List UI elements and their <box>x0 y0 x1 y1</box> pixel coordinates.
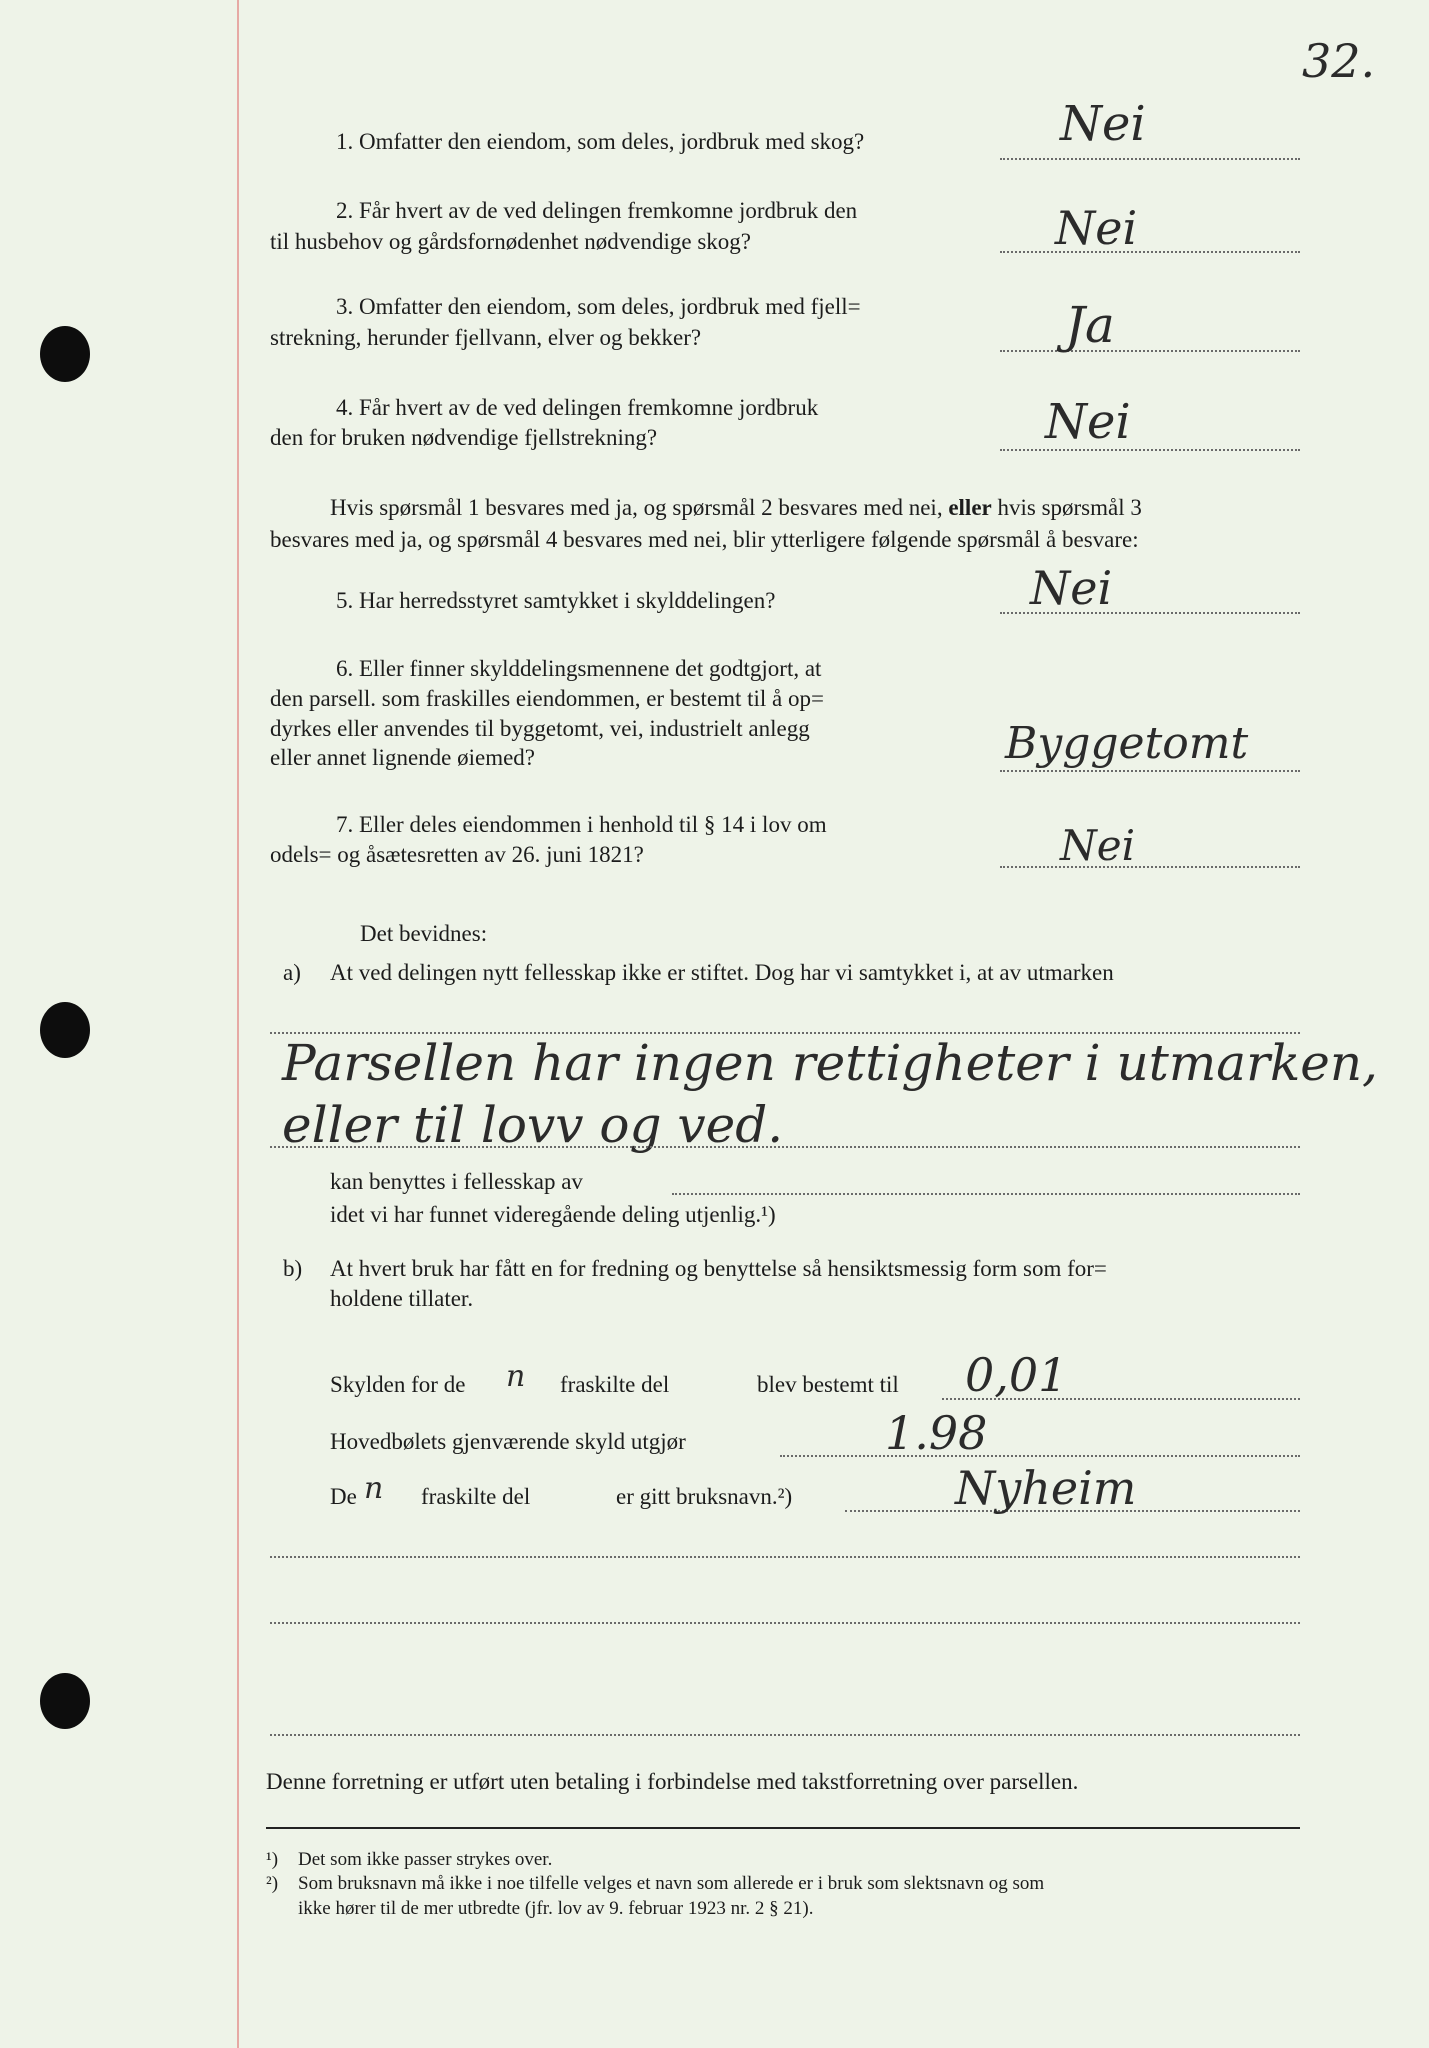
fill-line <box>270 1556 1300 1558</box>
certification-heading: Det bevidnes: <box>360 921 488 946</box>
question-number: 3. <box>336 294 354 319</box>
question-number: 2. <box>336 198 354 223</box>
fill-line <box>270 1622 1300 1624</box>
question-6 <box>336 657 821 680</box>
question-number: 5. <box>336 588 354 613</box>
answer-7: Nei <box>1060 821 1136 870</box>
conditional-line-2: besvares med ja, og spørsmål 4 besvares med nei, blir ytterligere følgende spørsmål å besvare: <box>270 527 1139 552</box>
handwritten-condition-2: eller til lovv og ved. <box>282 1096 784 1154</box>
footnote-2-line-2: ikke hører til de mer utbredte (jfr. lov av 9. februar 1923 nr. 2 § 21). <box>298 1898 814 1919</box>
question-text: Har herredsstyret samtykket i skylddelingen? <box>359 588 776 613</box>
shared-use-line-1: kan benyttes i fellesskap av <box>330 1169 583 1194</box>
answer-line <box>1000 350 1300 352</box>
conditional-line-1 <box>330 496 1142 519</box>
question-number: 1. <box>336 129 354 154</box>
footnote-divider <box>266 1827 1300 1829</box>
question-3 <box>336 295 861 318</box>
closing-note: Denne forretning er utført uten betaling i forbindelse med takstforretning over parsellen. <box>266 1769 1079 1794</box>
answer-line <box>1000 251 1300 253</box>
question-number: 7. <box>336 812 354 837</box>
answer-4: Nei <box>1045 394 1131 450</box>
shared-use-line-2: idet vi har funnet videregående deling utjenlig.¹) <box>330 1202 776 1227</box>
question-7-line-2: odels= og åsætesretten av 26. juni 1821? <box>270 842 644 867</box>
answer-2: Nei <box>1055 201 1138 255</box>
answer-line <box>1000 770 1300 772</box>
fill-line <box>270 1734 1300 1736</box>
question-4 <box>336 396 818 419</box>
fill-line <box>270 1146 1300 1148</box>
question-text: Omfatter den eiendom, som deles, jordbruk med fjell= <box>359 294 861 319</box>
bruksnavn-label-a: De <box>330 1484 357 1509</box>
skyld-row-1-label-b: fraskilte del <box>560 1372 670 1397</box>
question-2 <box>336 199 857 222</box>
bruksnavn-label-b: fraskilte del <box>421 1484 531 1509</box>
punch-hole <box>40 1002 90 1058</box>
hovedbol-skyld-value: 1.98 <box>885 1406 988 1460</box>
footnote-2-line-1: Som bruksnavn må ikke i noe tilfelle velges et navn som allerede er i bruk som slektsnavn og som <box>298 1873 1045 1894</box>
footnote-2-mark: ²) <box>266 1873 279 1894</box>
question-6-line-4: eller annet lignende øiemed? <box>270 745 536 770</box>
item-b-label: b) <box>283 1256 303 1281</box>
skyld-value: 0,01 <box>965 1348 1068 1402</box>
question-text: Omfatter den eiendom, som deles, jordbruk med skog? <box>359 129 865 154</box>
question-4-line-2: den for bruken nødvendige fjellstrekning? <box>270 425 658 450</box>
question-text: Eller finner skylddelingsmennene det godtgjort, at <box>359 656 822 681</box>
answer-1: Nei <box>1060 96 1146 152</box>
bruksnavn-label-c: er gitt bruksnavn.²) <box>616 1484 793 1509</box>
question-6-line-2: den parsell. som fraskilles eiendommen, er bestemt til å op= <box>270 686 824 711</box>
answer-5: Nei <box>1030 561 1113 615</box>
question-number: 6. <box>336 656 354 681</box>
skyld-row-1-label-c: blev bestemt til <box>757 1372 899 1397</box>
handwritten-condition-1: Parsellen har ingen rettigheter i utmarken, <box>282 1034 1378 1092</box>
bruksnavn-value: Nyheim <box>955 1461 1137 1515</box>
question-3-line-2: strekning, herunder fjellvann, elver og bekker? <box>270 325 702 350</box>
answer-3: Ja <box>1065 296 1115 354</box>
footnote-1: Det som ikke passer strykes over. <box>298 1849 553 1870</box>
footnote-1-mark: ¹) <box>266 1849 279 1870</box>
fill-line <box>672 1193 1300 1195</box>
question-1 <box>336 130 864 153</box>
conditional-keyword: eller <box>948 495 992 520</box>
question-6-line-3: dyrkes eller anvendes til byggetomt, vei, industrielt anlegg <box>270 716 810 741</box>
item-a-text: At ved delingen nytt fellesskap ikke er stiftet. Dog har vi samtykket i, at av utmarken <box>330 960 1114 985</box>
question-number: 4. <box>336 395 354 420</box>
answer-6: Byggetomt <box>1005 718 1249 769</box>
answer-line <box>1000 158 1300 160</box>
item-a-label: a) <box>283 960 301 985</box>
hovedbol-skyld-label: Hovedbølets gjenværende skyld utgjør <box>330 1429 686 1454</box>
skyld-row-1-label-a: Skylden for de <box>330 1372 466 1397</box>
margin-rule <box>237 0 239 2048</box>
fill-line <box>780 1455 1300 1457</box>
conditional-text: hvis spørsmål 3 <box>997 495 1142 520</box>
item-b-line-2: holdene tillater. <box>330 1286 474 1311</box>
item-b-line-1: At hvert bruk har fått en for fredning og benyttelse så hensiktsmessig form som for= <box>330 1256 1107 1281</box>
skyld-row-1-handwritten: n <box>506 1359 526 1394</box>
question-7 <box>336 813 827 836</box>
question-5 <box>336 589 775 612</box>
question-text: Får hvert av de ved delingen fremkomne jordbruk den <box>359 198 858 223</box>
page-number: 32. <box>1302 34 1376 88</box>
punch-hole <box>40 1673 90 1729</box>
bruksnavn-handwritten: n <box>364 1471 384 1506</box>
question-text: Eller deles eiendommen i henhold til § 14 i lov om <box>359 812 827 837</box>
punch-hole <box>40 326 90 382</box>
conditional-text: Hvis spørsmål 1 besvares med ja, og spørsmål 2 besvares med nei, <box>330 495 943 520</box>
question-text: Får hvert av de ved delingen fremkomne jordbruk <box>359 395 819 420</box>
answer-line <box>1000 866 1300 868</box>
question-2-line-2: til husbehov og gårdsfornødenhet nødvendige skog? <box>270 229 751 254</box>
